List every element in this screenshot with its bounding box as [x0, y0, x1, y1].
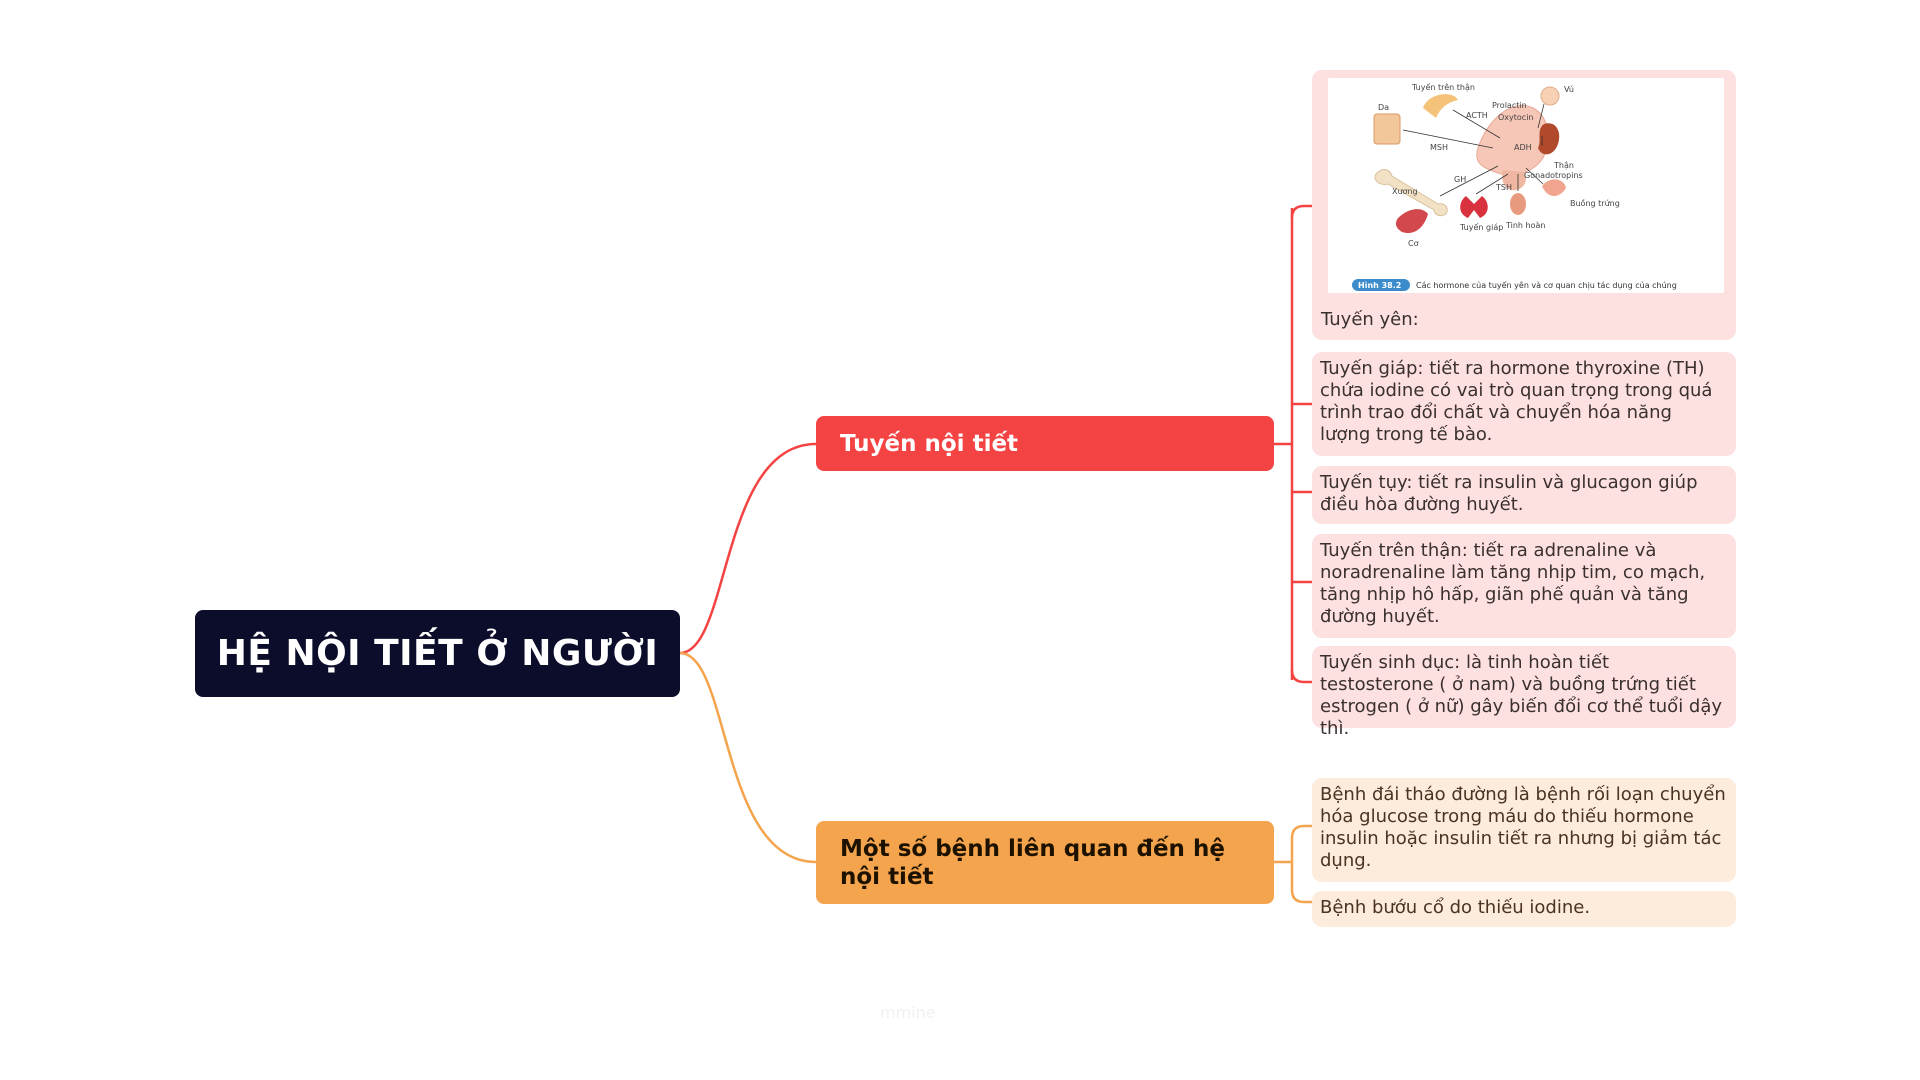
leaf-text: Bệnh bướu cổ do thiếu iodine.	[1320, 897, 1591, 918]
ovary-shape	[1542, 179, 1566, 196]
label-xuong: Xương	[1392, 187, 1418, 196]
connector-branch2-trunk	[1274, 838, 1292, 890]
root-title: HỆ NỘI TIẾT Ở NGƯỜI	[216, 633, 659, 674]
connector-branch1-leaf1	[1292, 206, 1312, 218]
thyroid-shape	[1460, 196, 1488, 218]
leaf-text: Tuyến tụy: tiết ra insulin và glucagon giúp điều hòa đường huyết.	[1320, 472, 1698, 515]
pituitary-hormone-figure	[1328, 78, 1724, 293]
branch-label: Một số bệnh liên quan đến hệ nội tiết	[840, 835, 1225, 890]
label-co: Cơ	[1408, 239, 1419, 248]
label-gh: GH	[1454, 175, 1467, 184]
branch-tuyen-noi-tiet[interactable]	[816, 416, 1274, 471]
skin-shape	[1374, 114, 1400, 144]
connector-root-to-branch2	[680, 653, 816, 862]
label-tsh: TSH	[1496, 183, 1512, 192]
leaf-dai-thao-duong[interactable]	[1312, 778, 1736, 882]
leaf-buou-co[interactable]	[1312, 891, 1736, 927]
label-adh: ADH	[1514, 143, 1532, 152]
leaf-text: Tuyến sinh dục: là tinh hoàn tiết testosterone ( ở nam) và buồng trứng tiết estrogen ( ở nữ) gây biến đổi cơ thể tuổi dậy thì.	[1320, 652, 1723, 739]
leaf-text: Tuyến yên:	[1321, 309, 1419, 330]
connector-branch2-leaf2	[1292, 890, 1312, 902]
leaf-text: Tuyến trên thận: tiết ra adrenaline và noradrenaline làm tăng nhịp tim, co mạch, tăng nhịp hô hấp, giãn phế quản và tăng đường huyết.	[1320, 540, 1706, 627]
label-acth: ACTH	[1466, 111, 1488, 120]
kidney-shape	[1538, 123, 1559, 154]
label-msh: MSH	[1430, 143, 1448, 152]
leaf-text: Tuyến giáp: tiết ra hormone thyroxine (TH) chứa iodine có vai trò quan trọng trong quá trình trao đổi chất và chuyển hóa năng lượng trong tế bào.	[1320, 358, 1713, 445]
connector-branch2-leaf1	[1292, 826, 1312, 838]
label-than: Thận	[1554, 161, 1574, 170]
label-gonadotropins: Gonadotropins	[1524, 171, 1583, 180]
caption-tag: Hình 38.2	[1358, 281, 1402, 290]
caption-text: Các hormone của tuyến yên và cơ quan chịu tác dụng của chúng	[1416, 281, 1677, 290]
connector-root-to-branch1	[680, 444, 816, 653]
leaf-tuyen-yen[interactable]	[1312, 70, 1736, 340]
leaf-tuyen-tuy[interactable]	[1312, 466, 1736, 524]
root-node[interactable]	[195, 610, 680, 697]
label-prolactin: Prolactin	[1492, 101, 1527, 110]
connector-branch1-trunk	[1274, 208, 1292, 680]
connector-branch1-leaf5	[1292, 670, 1312, 682]
muscle-shape	[1396, 209, 1428, 233]
label-da: Da	[1378, 103, 1390, 112]
label-buong-trung: Buồng trứng	[1570, 199, 1620, 208]
leaf-tuyen-tren-than[interactable]	[1312, 534, 1736, 638]
label-oxytocin: Oxytocin	[1498, 113, 1534, 122]
testis-shape	[1510, 193, 1526, 215]
leaf-tuyen-sinh-duc[interactable]	[1312, 646, 1736, 739]
label-tinh-hoan: Tinh hoàn	[1506, 221, 1546, 230]
adrenal-gland-shape	[1423, 94, 1458, 118]
branch-benh-noi-tiet[interactable]	[816, 821, 1274, 904]
footer-text: mmine	[880, 1003, 936, 1022]
label-vu: Vú	[1564, 85, 1574, 94]
label-tuyen-tren-than: Tuyến trên thận	[1412, 83, 1475, 92]
breast-shape	[1541, 87, 1559, 105]
label-tuyen-giap: Tuyến giáp	[1460, 223, 1504, 232]
leaf-text: Bệnh đái tháo đường là bệnh rối loạn chuyển hóa glucose trong máu do thiếu hormone insulin hoặc insulin tiết ra nhưng bị giảm tác dụng.	[1320, 784, 1726, 871]
branch-label: Tuyến nội tiết	[840, 430, 1019, 457]
leaf-tuyen-giap[interactable]	[1312, 352, 1736, 456]
